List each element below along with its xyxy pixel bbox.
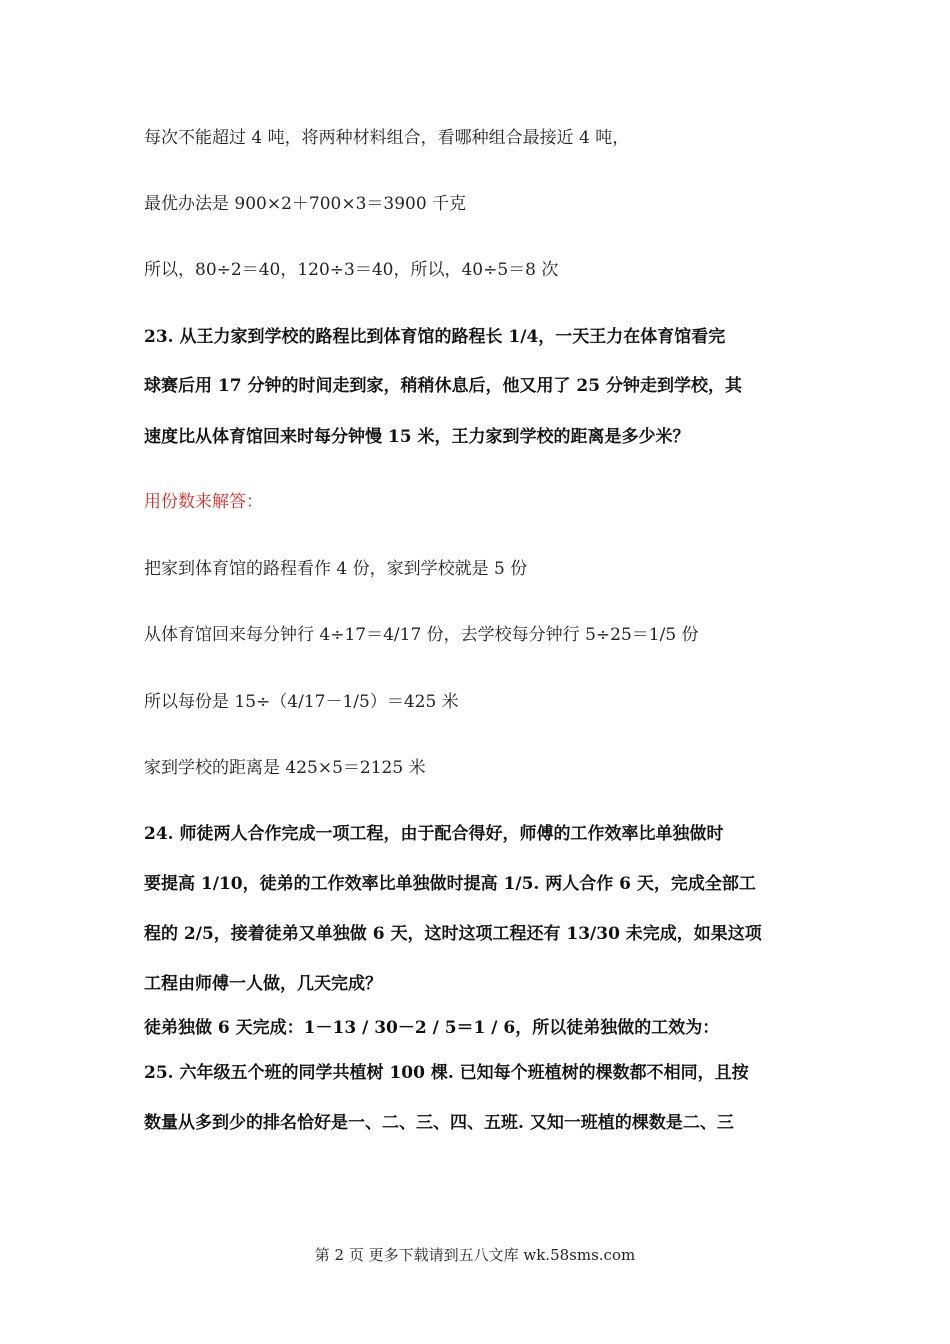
question-24-line: 程的 2/5，接着徒弟又单独做 6 天，这时这项工程还有 13/30 未完成，如果这项 <box>144 924 762 944</box>
question-25-line: 25. 六年级五个班的同学共植树 100 棵. 已知每个班植树的棵数都不相同，且按 <box>144 1063 749 1083</box>
question-23-line: 速度比从体育馆回来时每分钟慢 15 米，王力家到学校的距离是多少米？ <box>144 427 690 447</box>
text-line: 所以每份是 15÷（4/17－1/5）＝425 米 <box>144 692 459 712</box>
text-line: 每次不能超过 4 吨，将两种材料组合，看哪种组合最接近 4 吨， <box>144 128 630 148</box>
question-25-line: 数量从多到少的排名恰好是一、二、三、四、五班. 又知一班植的棵数是二、三 <box>144 1113 734 1133</box>
text-line: 最优办法是 900×2＋700×3＝3900 千克 <box>144 194 467 214</box>
text-line: 所以，80÷2＝40，120÷3＝40，所以，40÷5＝8 次 <box>144 260 559 280</box>
question-24-line: 要提高 1/10，徒弟的工作效率比单独做时提高 1/5. 两人合作 6 天，完成全部工 <box>144 874 756 894</box>
question-23-line: 球赛后用 17 分钟的时间走到家，稍稍休息后，他又用了 25 分钟走到学校，其 <box>144 376 742 396</box>
answer-heading: 用份数来解答： <box>144 492 263 512</box>
text-line: 从体育馆回来每分钟行 4÷17＝4/17 份，去学校每分钟行 5÷25＝1/5 份 <box>144 625 699 645</box>
text-line: 把家到体育馆的路程看作 4 份，家到学校就是 5 份 <box>144 559 528 579</box>
question-23-line: 23. 从王力家到学校的路程比到体育馆的路程长 1/4，一天王力在体育馆看完 <box>144 327 726 347</box>
answer-line: 徒弟独做 6 天完成：1－13 / 30－2 / 5＝1 / 6，所以徒弟独做的工效为： <box>144 1018 720 1038</box>
question-24-line: 24. 师徒两人合作完成一项工程，由于配合得好，师傅的工作效率比单独做时 <box>144 824 724 844</box>
text-line: 家到学校的距离是 425×5＝2125 米 <box>144 758 426 778</box>
question-24-line: 工程由师傅一人做，几天完成？ <box>144 974 382 994</box>
page-footer: 第 2 页 更多下载请到五八文库 wk.58sms.com <box>314 1246 636 1264</box>
